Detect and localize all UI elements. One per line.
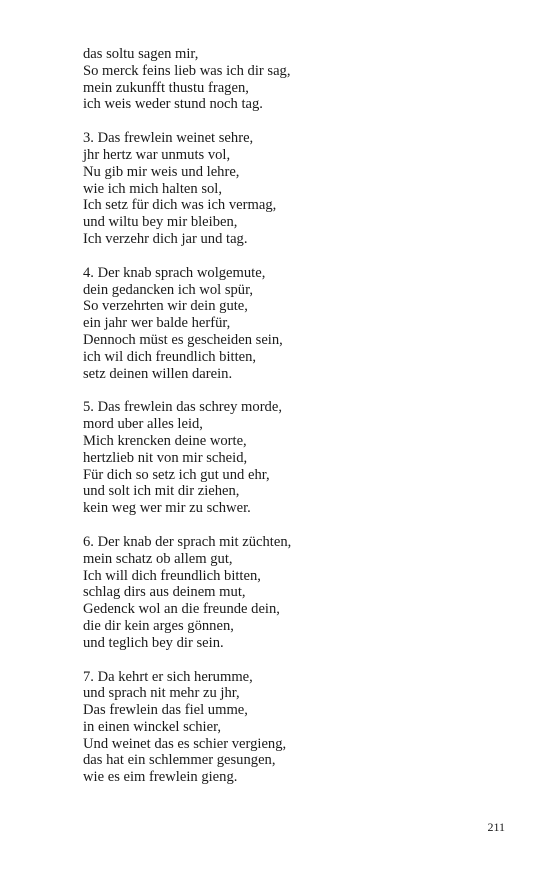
stanza-6: [83, 534, 483, 652]
verse-line: Dennoch müst es gescheiden sein,: [83, 331, 283, 348]
verse-line: Mich krencken deine worte,: [83, 432, 247, 449]
verse-line: 5. Das frewlein das schrey morde,: [83, 399, 282, 416]
verse-line: wie ich mich halten sol,: [83, 180, 223, 197]
verse-line: und wiltu bey mir bleiben,: [83, 214, 238, 231]
verse-line: ich weis weder stund noch tag.: [83, 96, 263, 113]
verse-line: Ich setz für dich was ich vermag,: [83, 197, 277, 214]
verse-line: setz deinen willen darein.: [83, 365, 233, 382]
verse-line: schlag dirs aus deinem mut,: [83, 584, 246, 601]
verse-line: mein zukunfft thustu fragen,: [83, 79, 249, 96]
verse-line: Das frewlein das fiel umme,: [83, 702, 248, 719]
verse-line: Ich will dich freundlich bitten,: [83, 567, 261, 584]
verse-line: 7. Da kehrt er sich herumme,: [83, 668, 253, 685]
stanza-7: [83, 669, 483, 787]
verse-line: Ich verzehr dich jar und tag.: [83, 230, 248, 247]
verse-line: jhr hertz war unmuts vol,: [83, 146, 231, 163]
page-number: 211: [487, 820, 505, 834]
verse-line: wie es eim frewlein gieng.: [83, 769, 238, 786]
verse-line: die dir kein arges gönnen,: [83, 617, 234, 634]
verse-line: das hat ein schlemmer gesungen,: [83, 752, 276, 769]
verse-line: Für dich so setz ich gut und ehr,: [83, 466, 270, 483]
verse-line: 3. Das frewlein weinet sehre,: [83, 130, 254, 147]
verse-line: Nu gib mir weis und lehre,: [83, 163, 240, 180]
verse-line: das soltu sagen mir,: [83, 46, 199, 62]
verse-line: mord uber alles leid,: [83, 416, 203, 433]
verse-line: in einen winckel schier,: [83, 718, 222, 735]
verse-line: ich wil dich freundlich bitten,: [83, 348, 257, 365]
verse-line: dein gedancken ich wol spür,: [83, 281, 254, 298]
stanza-5: [83, 399, 483, 517]
stanza-4: [83, 265, 483, 383]
verse-line: ein jahr wer balde herfür,: [83, 315, 231, 332]
verse-line: Und weinet das es schier vergieng,: [83, 735, 287, 752]
poem-text: [83, 46, 483, 786]
verse-line: 6. Der knab der sprach mit züchten,: [83, 533, 292, 550]
verse-line: mein schatz ob allem gut,: [83, 550, 233, 567]
verse-line: und sprach nit mehr zu jhr,: [83, 685, 240, 702]
verse-line: Gedenck wol an die freunde dein,: [83, 601, 280, 618]
verse-line: So merck feins lieb was ich dir sag,: [83, 62, 291, 79]
stanza-continuation: [83, 46, 483, 113]
stanza-3: [83, 130, 483, 248]
verse-line: So verzehrten wir dein gute,: [83, 298, 248, 315]
verse-line: und teglich bey dir sein.: [83, 634, 224, 651]
verse-line: 4. Der knab sprach wolgemute,: [83, 264, 266, 281]
verse-line: kein weg wer mir zu schwer.: [83, 500, 251, 517]
verse-line: und solt ich mit dir ziehen,: [83, 483, 240, 500]
verse-line: hertzlieb nit von mir scheid,: [83, 449, 248, 466]
